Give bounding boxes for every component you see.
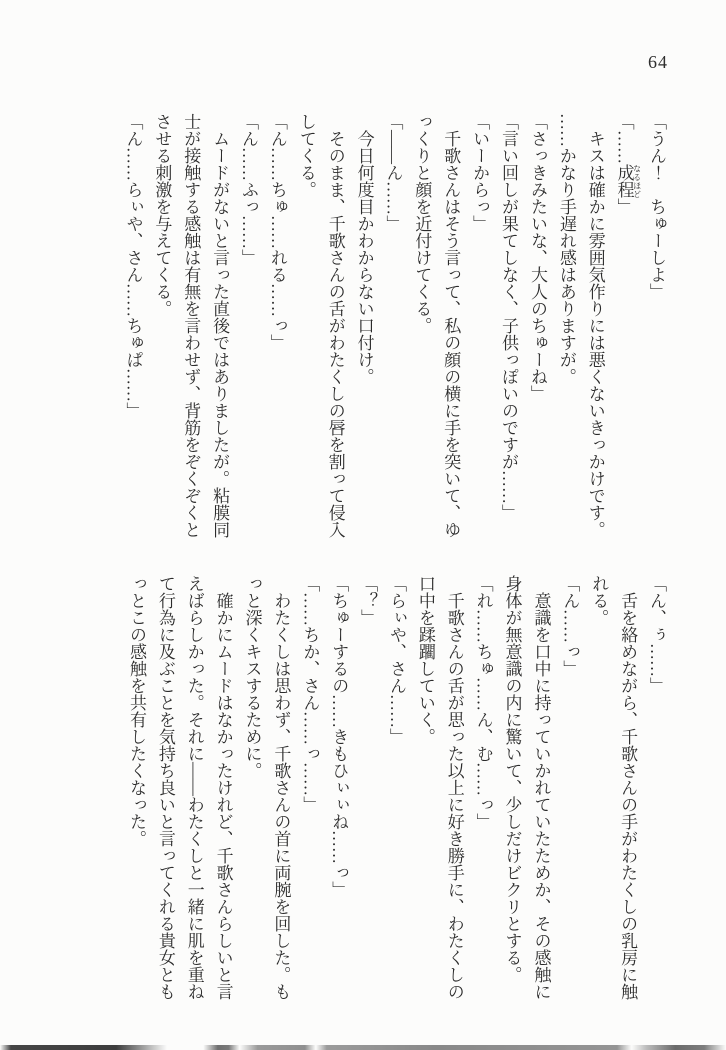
ruby-annotated-word: 成程 なるほど [614, 164, 642, 198]
narrative-paragraph: 今日何度目かわからない口付け。 [354, 130, 374, 385]
narrative-paragraph: わたくしは思わず、千歌さんの首に両腕を回した。もっと深くキスするために。 [242, 575, 291, 1000]
narrative-paragraph: ……かなり手遅れ感はありますが。 [556, 113, 576, 385]
dialogue-line: 「うん！ ちゅーしよ」 [647, 113, 666, 300]
dialogue-line: 「……成程 なるほど」 [614, 113, 642, 215]
page-number: 64 [648, 52, 668, 72]
narrative-paragraph: キスは確かに雰囲気作りには悪くないきっかけです。 [585, 130, 605, 538]
dialogue-line: 「ん……っ」 [560, 575, 580, 677]
narrative-paragraph: そのまま、千歌さんの舌がわたくしの唇を割って侵入してくる。 [296, 113, 345, 538]
dialogue-line: 「ん……ちゅ……れる……っ」 [267, 113, 287, 351]
narrative-paragraph: 確かにムードはなかったけれど、千歌さんらしいと言えばらしかった。それに――わたくしと一緒に肌を重ねて行為に及ぶことを気持ち良いと言ってくれる貴女ともっとこの感触を共有したくなった。 [126, 575, 233, 1000]
dialogue-line: 「らぃや、さん……」 [386, 575, 406, 745]
narrative-paragraph: 意識を口中に持っていかれていたためか、その感触に身体が無意識の内に驚いて、少しだけビクリとする。 [502, 575, 551, 1000]
dialogue-line: 「――ん……」 [383, 113, 403, 232]
dialogue-line: 「ん……ふっ……」 [239, 113, 259, 266]
narrative-paragraph: 舌を絡めながら、千歌さんの手がわたくしの乳房に触れる。 [589, 575, 638, 1000]
dialogue-line: 「言い回しが果てしなく、子供っぽいのですが……」 [499, 113, 519, 521]
text-band-bottom [121, 575, 670, 1009]
narrative-paragraph: ムードがないと言った直後ではありましたが。粘膜同士が接触する感触は有無を言わせず、背筋をぞくぞくとさせる刺激を与えてくる。 [152, 113, 230, 538]
dialogue-line: 「？」 [358, 575, 378, 626]
dialogue-line: 「ちゅーするの……きもひぃぃね……っ」 [329, 575, 349, 898]
dialogue-line: 「ん……らぃや、さん……ちゅぱ……」 [123, 113, 143, 419]
dialogue-line: 「さっきみたいな、大人のちゅーね」 [527, 113, 547, 402]
dialogue-line: 「いーからっ」 [470, 113, 490, 232]
narrative-paragraph: 千歌さんはそう言って、私の顔の横に手を突いて、ゆっくりと顔を近付けてくる。 [412, 113, 461, 538]
dialogue-line: 「ん、ぅ……」 [647, 575, 666, 694]
dialogue-line: 「……ちか、さん……っ……」 [300, 575, 320, 813]
dialogue-line: 「れ……ちゅ……ん、む……っ」 [473, 575, 493, 830]
text-band-top [118, 113, 670, 543]
narrative-paragraph: 千歌さんの舌が思った以上に好き勝手に、わたくしの口中を蹂躙していく。 [415, 575, 464, 1000]
scan-edge-artifact [0, 1045, 726, 1050]
